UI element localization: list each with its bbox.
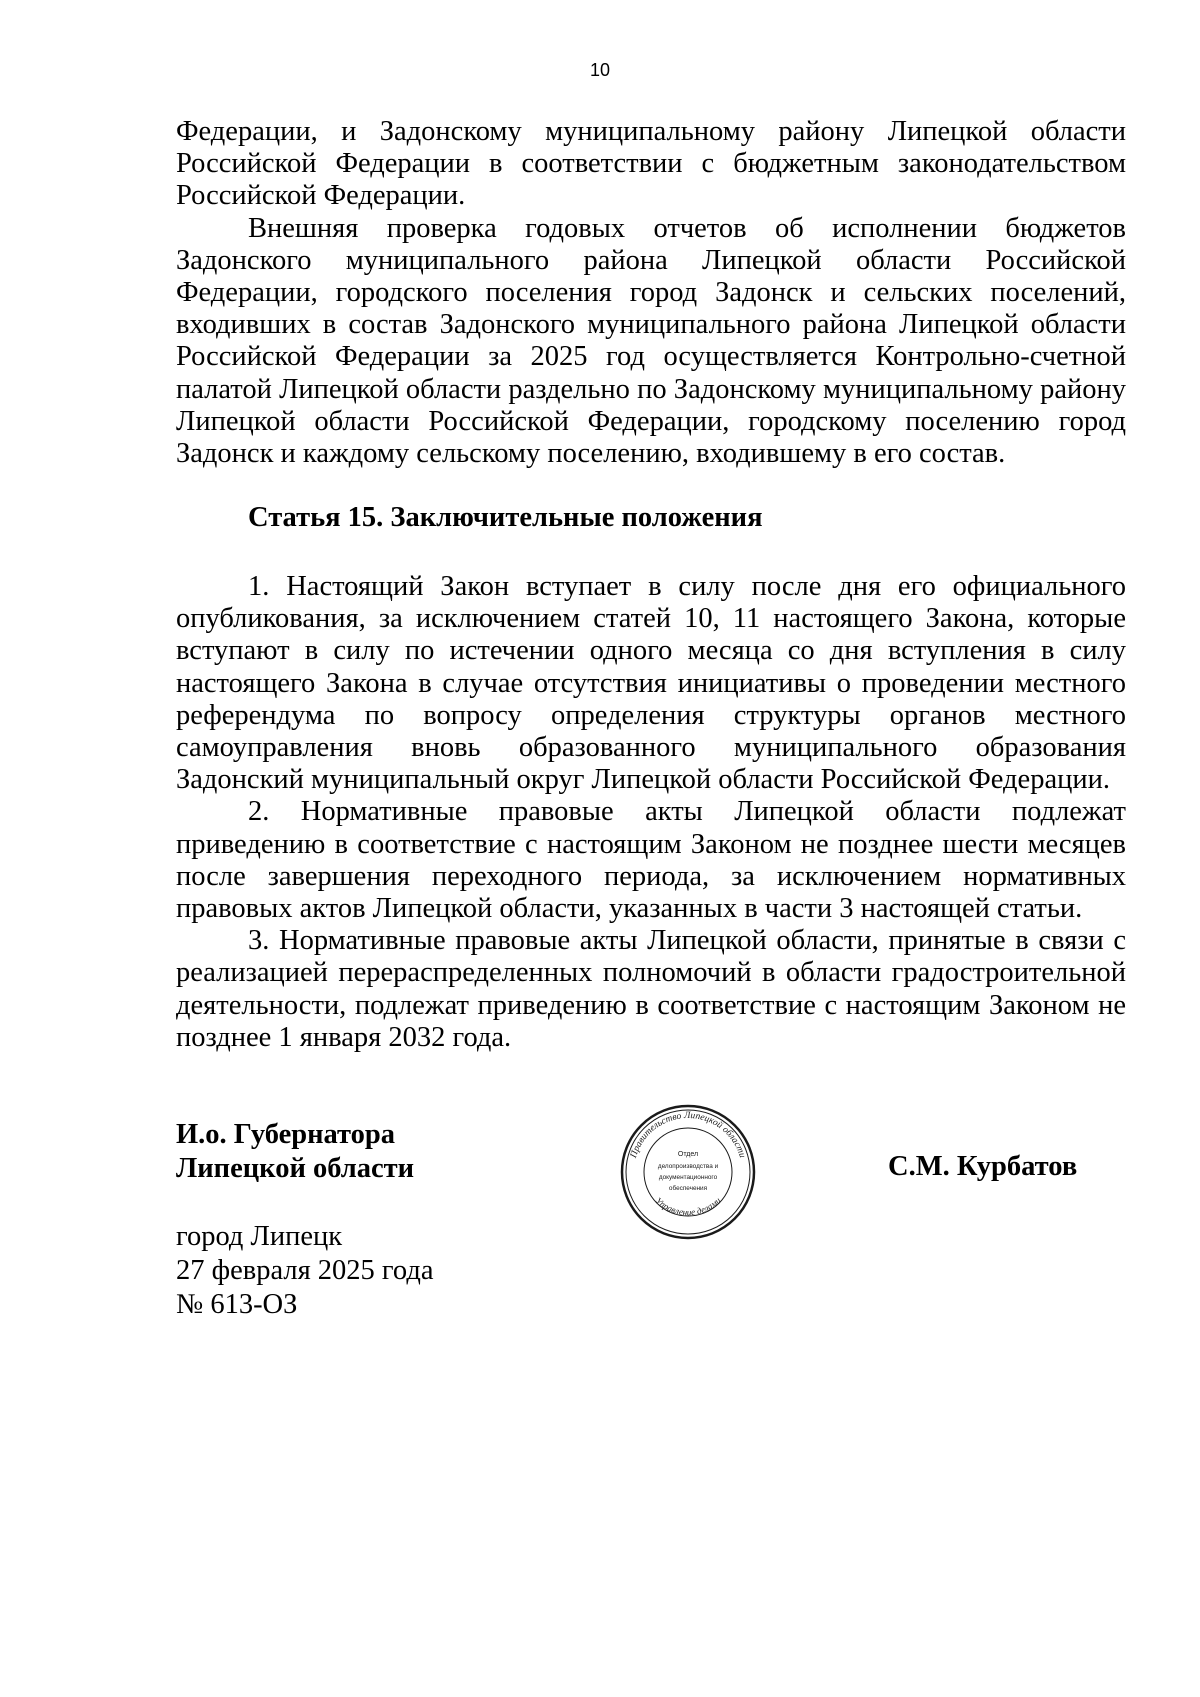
signatory-name: С.М. Курбатов bbox=[888, 1151, 1078, 1182]
intro-text-block bbox=[176, 116, 1126, 470]
intro-paragraph: Федерации, и Задонскому муниципальному району Липецкой области Российской Федерации в соответствии с бюджетным законодательством Российской Федерации. bbox=[176, 116, 1126, 212]
article-heading: Статья 15. Заключительные положения bbox=[248, 502, 763, 533]
seal-inner-line-2: делопроизводства и bbox=[657, 1163, 719, 1170]
seal-outer-text: Правительство Липецкой области bbox=[629, 1110, 747, 1160]
article-paragraph-1: 1. Настоящий Закон вступает в силу после дня его официального опубликования, за исключением статей 10, 11 настоящего Закона, которые вступают в силу по истечении одного месяца со дня вступления в силу настоящего Закона в случае отсутствия инициативы о проведении местного референдума по вопросу определения структуры органов местного самоуправления вновь образованного муниципального образования Задонский муниципальный округ Липецкой области Российской Федерации. bbox=[176, 571, 1126, 796]
seal-inner-line-1: Отдел bbox=[677, 1151, 699, 1158]
page-number: 10 bbox=[589, 60, 611, 80]
official-seal bbox=[618, 1102, 758, 1242]
seal-bottom-text: Управление делами bbox=[653, 1195, 723, 1218]
signatory-title-line-2: Липецкой области bbox=[176, 1153, 415, 1184]
issue-details bbox=[176, 1220, 434, 1322]
signatory-title-line-1: И.о. Губернатора bbox=[176, 1119, 395, 1150]
article-paragraph-3: 3. Нормативные правовые акты Липецкой области, принятые в связи с реализацией перераспределенных полномочий в области градостроительной деятельности, подлежат приведению в соответствие с настоящим Законом не позднее 1 января 2032 года. bbox=[176, 925, 1126, 1053]
law-number: № 613-ОЗ bbox=[176, 1289, 298, 1320]
article-paragraph-2: 2. Нормативные правовые акты Липецкой области подлежат приведению в соответствие с настоящим Законом не позднее шести месяцев после завершения переходного периода, за исключением нормативных правовых актов Липецкой области, указанных в части 3 настоящей статьи. bbox=[176, 796, 1126, 925]
article-body bbox=[176, 571, 1126, 1054]
audit-paragraph: Внешняя проверка годовых отчетов об исполнении бюджетов Задонского муниципального района Липецкой области Российской Федерации, городского поселения город Задонск и сельских поселений, входивших в состав Задонского муниципального района Липецкой области Российской Федерации за 2025 год осуществляется Контрольно-счетной палатой Липецкой области раздельно по Задонскому муниципальному району Липецкой области Российской Федерации, городскому поселению город Задонск и каждому сельскому поселению, входившему в его состав. bbox=[176, 212, 1126, 470]
issue-city: город Липецк bbox=[176, 1221, 343, 1252]
signatory-title bbox=[176, 1118, 414, 1186]
issue-date: 27 февраля 2025 года bbox=[176, 1255, 434, 1286]
seal-inner-line-3: документационного bbox=[658, 1174, 718, 1181]
seal-inner-line-4: обеспечения bbox=[668, 1185, 708, 1192]
